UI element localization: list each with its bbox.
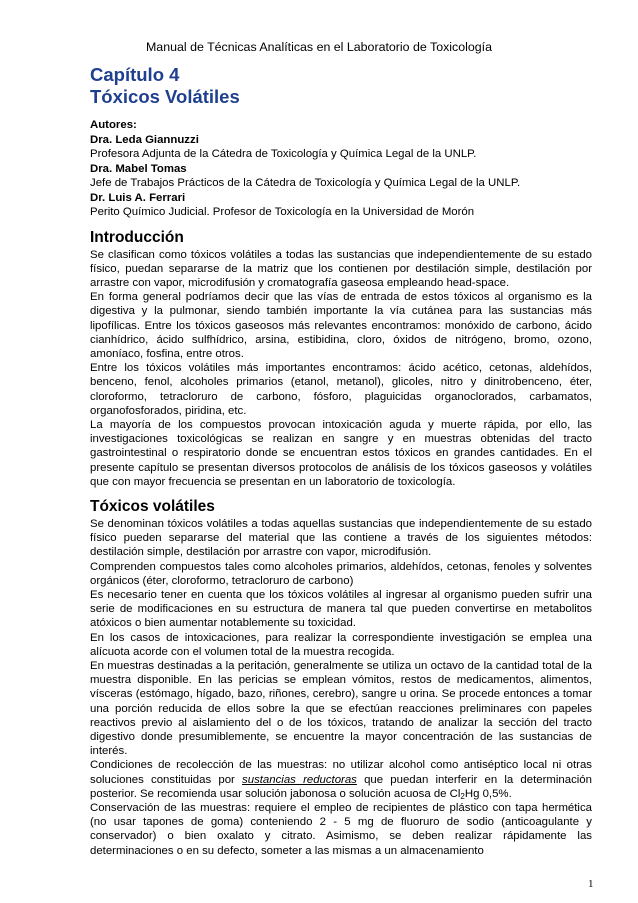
section-heading-introduccion: Introducción [90, 228, 184, 246]
page-number: 1 [588, 878, 594, 890]
text-run: Condiciones de recolección de las muestras: no utilizar alcohol como antiséptico local ni otras soluciones constituidas por [90, 759, 592, 786]
author-role: Jefe de Trabajos Prácticos de la Cátedra de Toxicología y Química Legal de la UNLP. [90, 177, 521, 189]
author-name: Dra. Mabel Tomas [90, 162, 187, 175]
section-heading-toxicos-volatiles: Tóxicos volátiles [90, 497, 215, 515]
chapter-title: Tóxicos Volátiles [90, 86, 240, 107]
paragraph: Conservación de las muestras: requiere el empleo de recipientes de plástico con tapa hermética (no usar tapones de goma) conteniendo 2 - 5 mg de fluoruro de sodio (anticoagulante y conservador) o bien oxalato y citrato. Asimismo, se deben realizar rápidamente las determinaciones o en su defecto, someter a las mismas a un almacenamiento [90, 802, 592, 857]
running-header: Manual de Técnicas Analíticas en el Laboratorio de Toxicología [145, 40, 492, 54]
paragraph: En los casos de intoxicaciones, para realizar la correspondiente investigación se emplea una alícuota acorde con el volumen total de la muestra recogida. [90, 631, 592, 658]
paragraph: Entre los tóxicos volátiles más importantes encontramos: ácido acético, cetonas, aldehídos, benceno, fenol, alcoholes primarios (etanol, metanol), glicoles, nitro y dinitrobenceno, éter, cloroformo, tetracloruro de carbono, fósforo, plaguicidas organoclorados, carbamatos, organofosforados, piridina, etc. [90, 362, 592, 417]
text-run: que puedan interferir en la determinación posterior. Se recomienda usar solución jabonosa o solución acuosa de Cl [90, 773, 592, 800]
text-run: Hg 0,5%. [464, 787, 512, 800]
authors-block [90, 118, 592, 220]
paragraph: La mayoría de los compuestos provocan intoxicación aguda y muerte rápida, por ello, las investigaciones toxicológicas se realizan en sangre y en muestras obtenidas del tracto gastrointestinal o respiratorio donde se encuentran estos tóxicos en grandes cantidades. En el presente capítulo se presentan diversos protocolos de análisis de los tóxicos gaseosos y volátiles que con mayor frecuencia se presentan en un laboratorio de toxicología. [90, 418, 592, 488]
author-role: Profesora Adjunta de la Cátedra de Toxicología y Química Legal de la UNLP. [90, 148, 477, 160]
italic-term: sustancias reductoras [242, 773, 357, 786]
paragraph: Se clasifican como tóxicos volátiles a todas las sustancias que independientemente de su estado físico, puedan separarse de la matriz que los contienen por destilación simple, destilación por arrastre con vapor, microdifusión y cromatografía gaseosa empleando head-space. [90, 248, 592, 289]
paragraph: En muestras destinadas a la peritación, generalmente se utiliza un octavo de la cantidad total de la muestra disponible. En las pericias se emplean vómitos, restos de medicamentos, alimentos, vísceras (estómago, hígado, bazo, riñones, cerebro), sangre u orina. Se procede entonces a tomar una porción reducida de ellos sobre la que se efectúan reacciones preliminares con papeles reactivos previo al aislamiento del o de los tóxicos, tratando de analizar la sección del tracto digestivo donde presumiblemente, se encuentre la mayor concentración de las sustancias de interés. [90, 659, 592, 758]
paragraph-recoleccion [90, 758, 592, 801]
page-content [90, 64, 592, 858]
author-name: Dra. Leda Giannuzzi [90, 133, 199, 146]
chapter-number: Capítulo 4 [90, 64, 180, 85]
authors-label: Autores: [90, 119, 137, 131]
author-role: Perito Químico Judicial. Profesor de Toxicología en la Universidad de Morón [90, 206, 475, 218]
author-name: Dr. Luis A. Ferrari [90, 191, 186, 204]
subscript: 2 [460, 791, 465, 801]
paragraph: En forma general podríamos decir que las vías de entrada de estos tóxicos al organismo es la digestiva y la pulmonar, siendo también importante la vía cutánea para las sustancias más lipofílicas. Entre los tóxicos gaseosos más relevantes encontramos: monóxido de carbono, ácido cianhídrico, ácido sulfhídrico, arsina, estibidina, cloro, óxidos de nitrógeno, bromo, ozono, amoníaco, fosfina, entre otros. [90, 291, 592, 360]
paragraph: Comprenden compuestos tales como alcoholes primarios, aldehídos, cetonas, fenoles y solventes orgánicos (éter, cloroformo, tetracloruro de carbono) [90, 560, 592, 587]
paragraph: Se denominan tóxicos volátiles a todas aquellas sustancias que independientemente de su estado físico pueden separarse del material que las contiene a través de los siguientes métodos: destilación simple, destilación por arrastre con vapor, microdifusión. [90, 517, 592, 559]
paragraph: Es necesario tener en cuenta que los tóxicos volátiles al ingresar al organismo pueden sufrir una serie de modificaciones en su estructura de manera tal que pueden convertirse en metabolitos atóxicos o bien aumentar notablemente su toxicidad. [90, 588, 592, 630]
